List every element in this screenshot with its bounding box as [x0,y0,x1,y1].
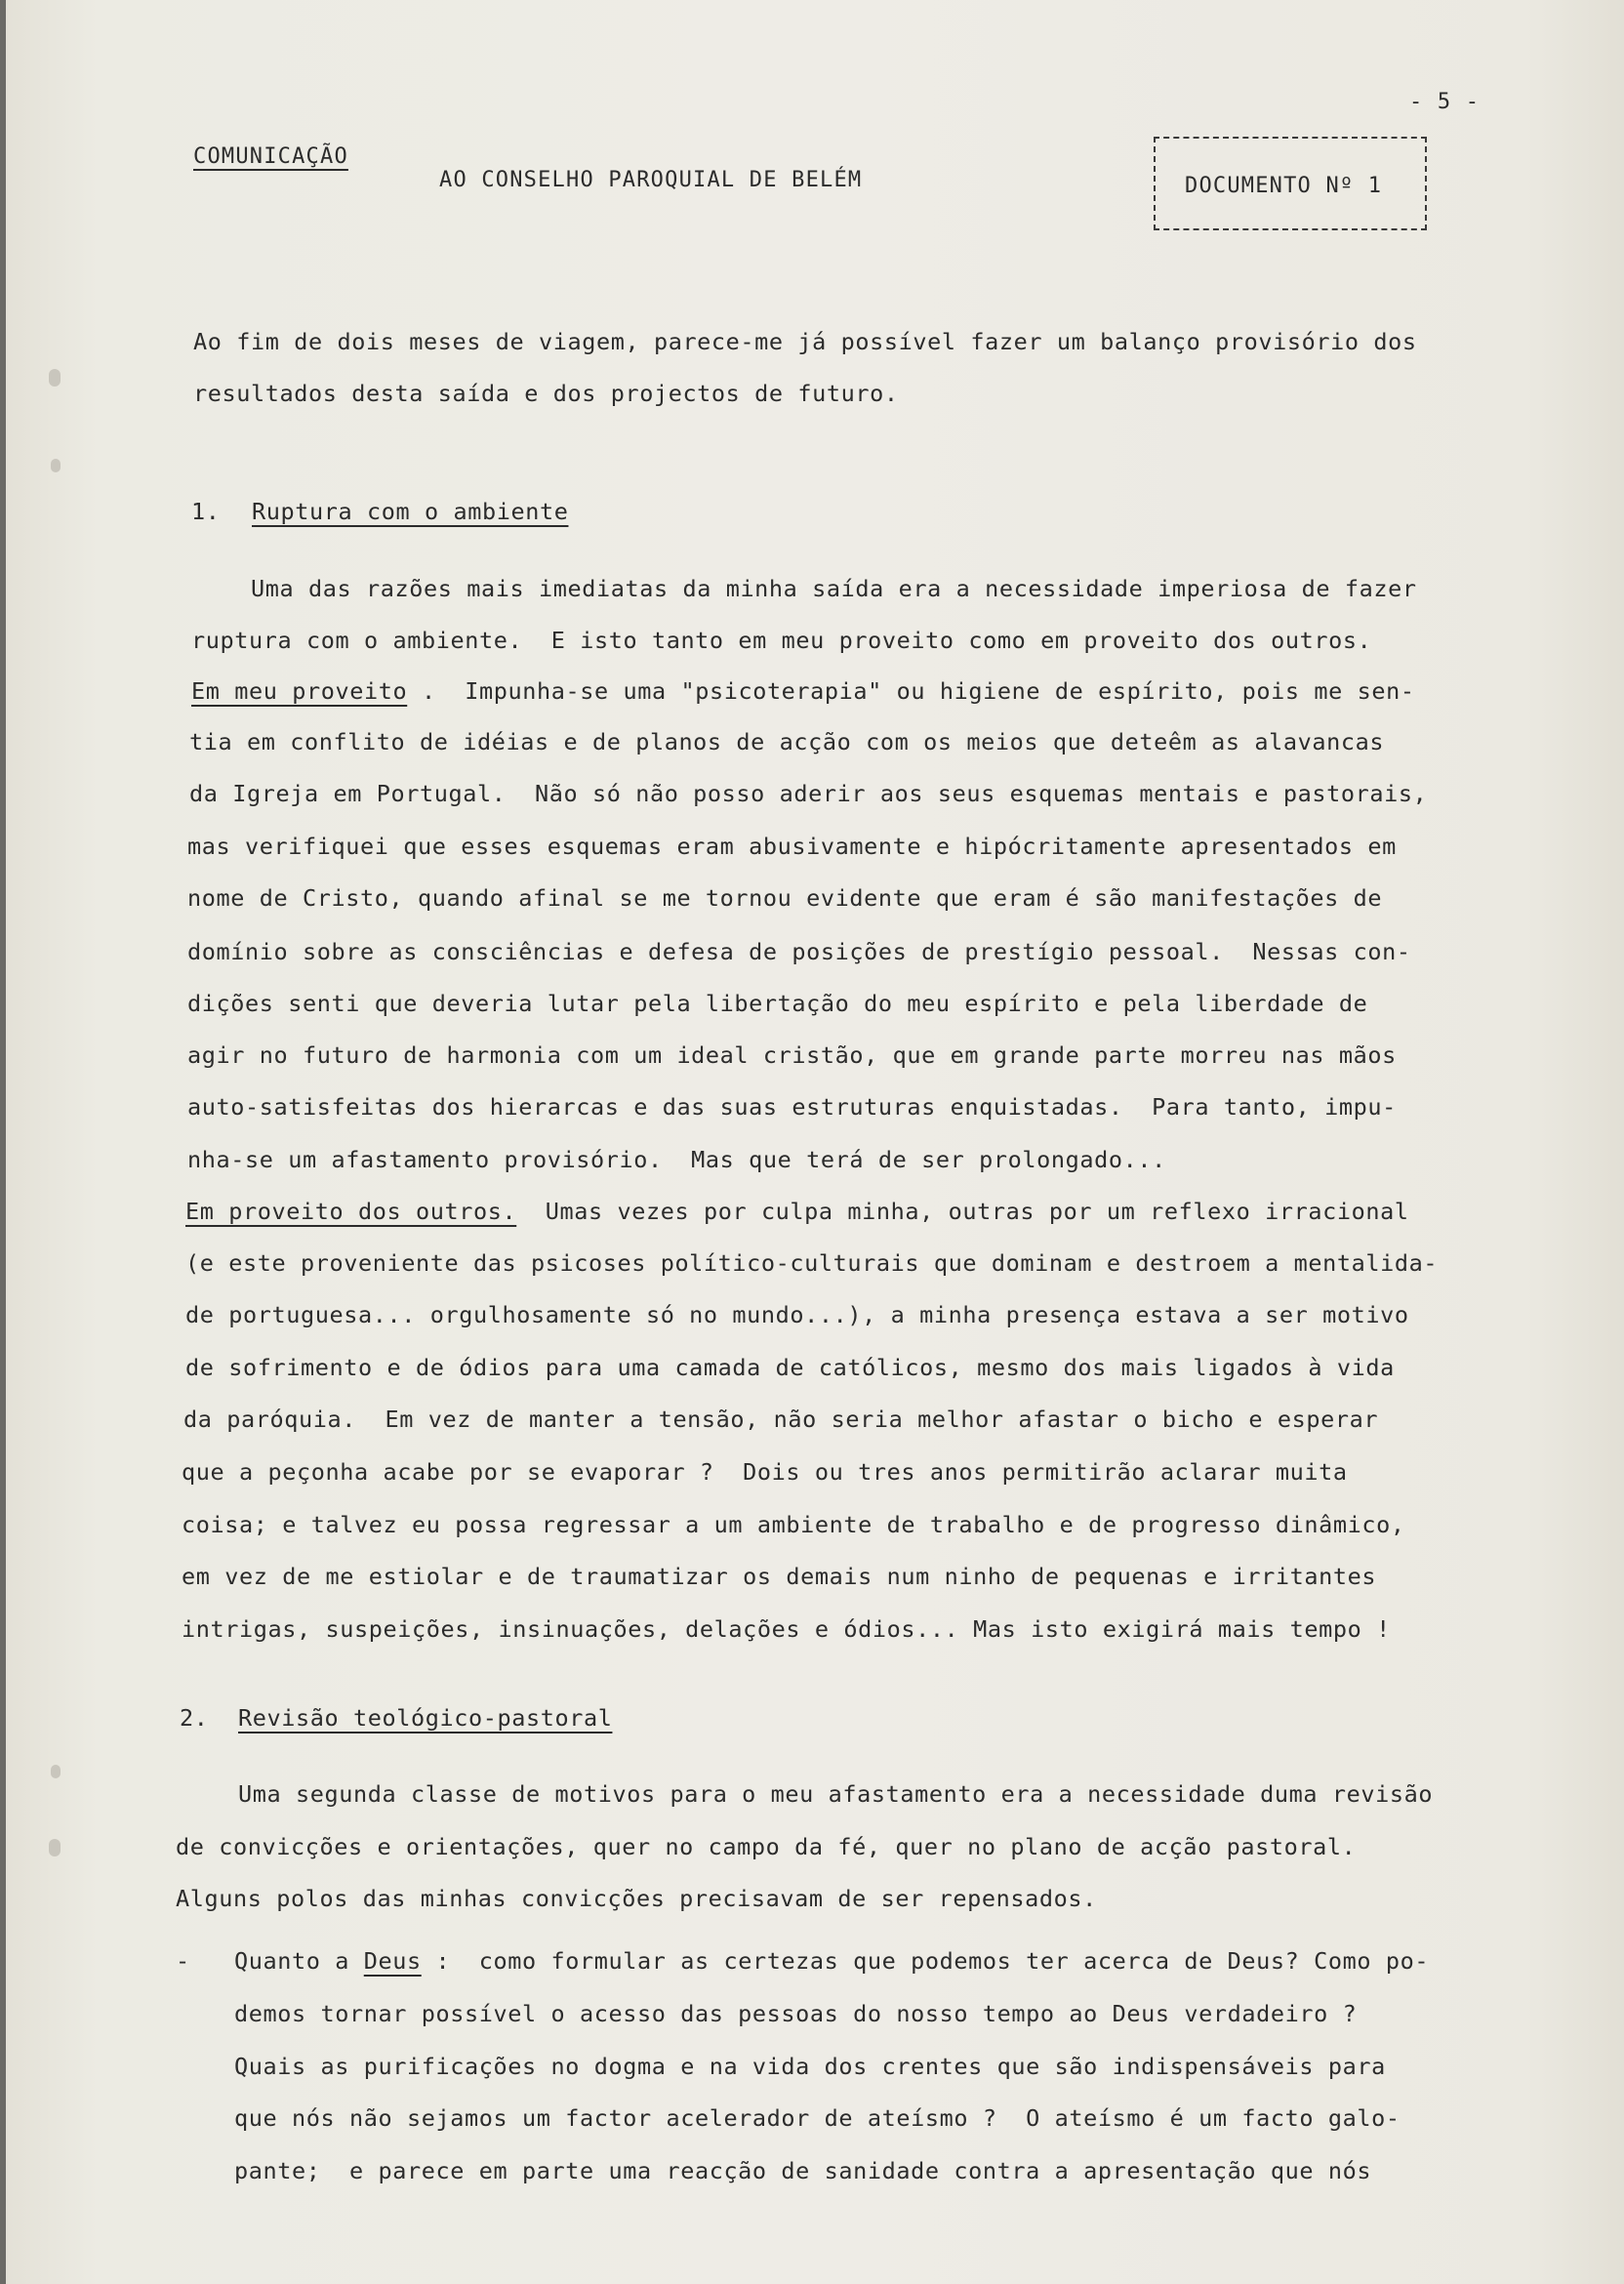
paragraph-line: Uma das razões mais imediatas da minha saída era a necessidade imperiosa de fazer [251,575,1417,602]
page-number: - 5 - [1409,90,1481,114]
punch-hole-mark [51,459,61,472]
paragraph-line [191,677,1415,705]
quanto-a-text: Quanto a [234,1947,364,1975]
paragraph-line: domínio sobre as consciências e defesa de posições de prestígio pessoal. Nessas con- [187,938,1411,965]
paragraph-line: de portuguesa... orgulhosamente só no mundo...), a minha presença estava a ser motivo [185,1301,1409,1328]
em-meu-proveito-label: Em meu proveito [191,677,408,705]
paragraph-line: de convicções e orientações, quer no campo da fé, quer no plano de acção pastoral. [176,1833,1357,1860]
paragraph-line: nha-se um afastamento provisório. Mas que terá de ser prolongado... [187,1146,1166,1173]
deus-word: Deus [363,1947,422,1975]
paragraph-line: de sofrimento e de ódios para uma camada de católicos, mesmo dos mais ligados à vida [185,1354,1395,1381]
paragraph-line: ruptura com o ambiente. E isto tanto em meu proveito como em proveito dos outros. [191,627,1372,654]
document-number-label: DOCUMENTO Nº 1 [1185,174,1383,198]
paragraph-line: da Igreja em Portugal. Não só não posso aderir aos seus esquemas mentais e pastorais, [189,780,1428,807]
paragraph-line [234,1947,1429,1975]
paragraph-line: auto-satisfeitas dos hierarcas e das suas estruturas enquistadas. Para tanto, impu- [187,1093,1397,1121]
punch-hole-mark [49,369,61,387]
bullet-dash: - [176,1947,190,1975]
paragraph-line: em vez de me estiolar e de traumatizar os demais num ninho de pequenas e irritantes [182,1563,1377,1590]
deus-question-text: : como formular as certezas que podemos ter acerca de Deus? Como po- [421,1947,1430,1975]
intro-line: Ao fim de dois meses de viagem, parece-me já possível fazer um balanço provisório dos [193,328,1417,355]
paragraph-line: Alguns polos das minhas convicções precisavam de ser repensados. [176,1885,1097,1912]
page-edge-shadow [0,0,6,2284]
document-number-box [1154,137,1427,230]
paragraph-line: que nós não sejamos um factor acelerador de ateísmo ? O ateísmo é um facto galo- [234,2104,1401,2132]
paragraph-line: nome de Cristo, quando afinal se me tornou evidente que eram é são manifestações de [187,884,1383,912]
paragraph-line: mas verifiquei que esses esquemas eram abusivamente e hipócritamente apresentados em [187,833,1397,860]
em-proveito-dos-outros-text: Umas vezes por culpa minha, outras por um reflexo irracional [516,1198,1409,1225]
em-meu-proveito-text: . Impunha-se uma "psicoterapia" ou higiene de espírito, pois me sen- [407,677,1415,705]
paragraph-line: Uma segunda classe de motivos para o meu afastamento era a necessidade duma revisão [238,1780,1434,1808]
comunicacao-heading: COMUNICAÇÃO [193,144,348,169]
paragraph-line: demos tornar possível o acesso das pessoas do nosso tempo ao Deus verdadeiro ? [234,2000,1358,2027]
paragraph-line: Quais as purificações no dogma e na vida dos crentes que são indispensáveis para [234,2053,1386,2080]
section-2-title: Revisão teológico-pastoral [238,1704,613,1732]
paragraph-line: tia em conflito de idéias e de planos de acção com os meios que deteêm as alavancas [189,728,1385,755]
recipient-heading: AO CONSELHO PAROQUIAL DE BELÉM [439,168,863,192]
paragraph-line: (e este proveniente das psicoses político-culturais que dominam e destroem a mentalida- [185,1249,1439,1277]
section-2-number: 2. [180,1704,209,1732]
paragraph-line: coisa; e talvez eu possa regressar a um ambiente de trabalho e de progresso dinâmico, [182,1511,1405,1538]
em-proveito-dos-outros-label: Em proveito dos outros. [185,1198,517,1225]
paragraph-line: dições senti que deveria lutar pela libertação do meu espírito e pela liberdade de [187,990,1368,1017]
section-1-title: Ruptura com o ambiente [252,498,569,525]
paragraph-line: pante; e parece em parte uma reacção de sanidade contra a apresentação que nós [234,2157,1372,2184]
punch-hole-mark [51,1765,61,1778]
paragraph-line: agir no futuro de harmonia com um ideal cristão, que em grande parte morreu nas mãos [187,1041,1397,1069]
paragraph-line [185,1198,1409,1225]
punch-hole-mark [49,1839,61,1856]
paragraph-line: que a peçonha acabe por se evaporar ? Dois ou tres anos permitirão aclarar muita [182,1458,1348,1486]
intro-line: resultados desta saída e dos projectos de futuro. [193,380,899,407]
paragraph-line: da paróquia. Em vez de manter a tensão, não seria melhor afastar o bicho e esperar [183,1406,1379,1433]
paragraph-line: intrigas, suspeições, insinuações, delações e ódios... Mas isto exigirá mais tempo ! [182,1615,1391,1643]
section-1-number: 1. [191,498,221,525]
